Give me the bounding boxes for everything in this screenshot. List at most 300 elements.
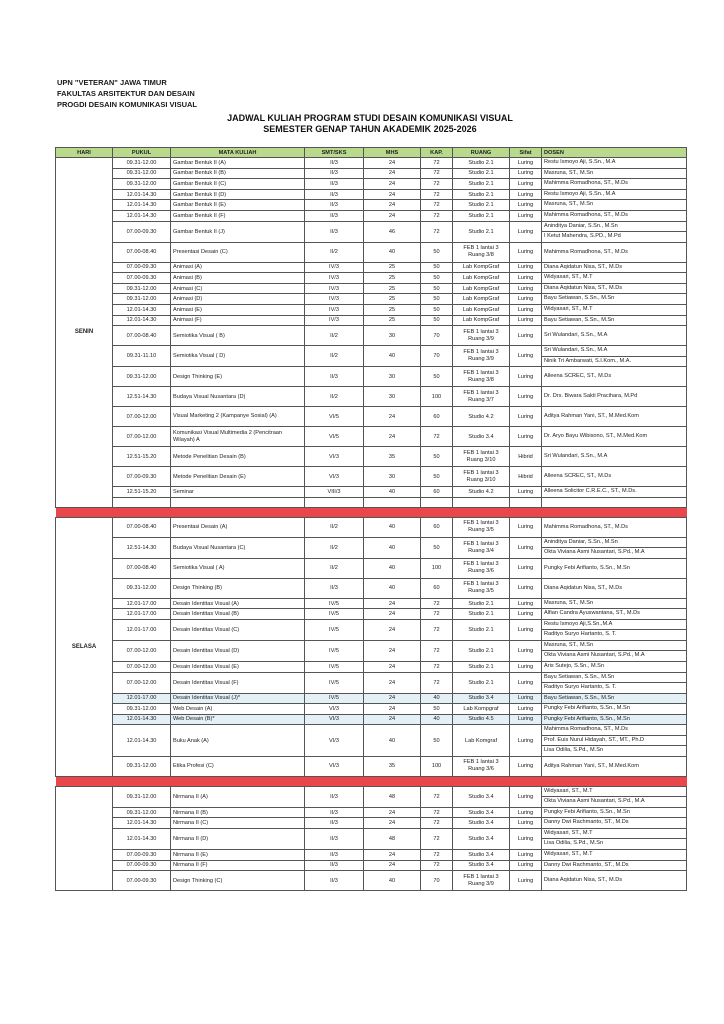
- time-cell: 12.01-14.30: [113, 304, 171, 315]
- time-cell: 12.51-15.20: [113, 447, 171, 467]
- lecturer-cell: [542, 487, 687, 498]
- table-row: [56, 387, 687, 407]
- students-cell: 24: [364, 640, 421, 661]
- capacity-cell: 72: [421, 828, 453, 849]
- time-cell: 07.00-09.30: [113, 467, 171, 487]
- lecturer-cell: [542, 242, 687, 262]
- lecturer-cell: [542, 828, 687, 849]
- lecturer-cell: [542, 294, 687, 305]
- lecturer-name: Alleena SCREC, ST., M.Ds: [544, 473, 612, 480]
- lecturer-name: Pungky Febi Arifianto, S.Sn., M.Sn: [544, 715, 630, 722]
- semester-credits-cell: II/3: [305, 221, 364, 242]
- course-cell: Presentasi Desain (A): [171, 517, 305, 537]
- capacity-cell: 70: [421, 346, 453, 367]
- mode-cell: Luring: [510, 598, 542, 609]
- table-row: [56, 179, 687, 190]
- room-cell: Studio 2.1: [453, 672, 510, 693]
- capacity-cell: 50: [421, 537, 453, 558]
- capacity-cell: 50: [421, 262, 453, 273]
- semester-credits-cell: II/2: [305, 326, 364, 346]
- lecturer-name: Aditya Rahman Yani, ST., M.Med.Kom: [544, 762, 639, 769]
- room-cell: Lab Kompgraf: [453, 704, 510, 715]
- mode-cell: Luring: [510, 756, 542, 776]
- room-cell: Studio 2.1: [453, 661, 510, 672]
- time-cell: 09.31-12.00: [113, 179, 171, 190]
- lecturer-cell: [542, 640, 687, 661]
- lecturer-cell: [542, 168, 687, 179]
- students-cell: 48: [364, 786, 421, 807]
- course-cell: Visual Marketing 2 (Kampanye Sosial) (A): [171, 407, 305, 427]
- col-kap: KAP.: [421, 148, 453, 158]
- mode-cell: Luring: [510, 578, 542, 598]
- room-cell: FEB 1 lantai 3 Ruang 3/9: [453, 346, 510, 367]
- program-name: PROGDI DESAIN KOMUNIKASI VISUAL: [57, 100, 198, 109]
- lecturer-name: Danny Dwi Rachmanto, ST., M.Ds: [544, 819, 629, 826]
- students-cell: 40: [364, 487, 421, 498]
- empty-cell: [421, 497, 453, 507]
- col-dosen: DOSEN: [542, 148, 687, 158]
- empty-cell: [364, 497, 421, 507]
- mode-cell: Luring: [510, 221, 542, 242]
- lecturer-name: Alfian Candra Ayuswantana, ST., M.Ds: [544, 610, 640, 617]
- institution-header: [57, 77, 197, 110]
- lecturer-cell: [542, 849, 687, 860]
- semester-credits-cell: VIII/3: [305, 487, 364, 498]
- lecturer-name: Alleena Solicitor C.R.E.C., ST., M.Ds.: [544, 488, 637, 495]
- mode-cell: Luring: [510, 200, 542, 211]
- course-cell: Seminar: [171, 487, 305, 498]
- lecturer-cell: [542, 807, 687, 818]
- time-cell: 09.31-12.00: [113, 283, 171, 294]
- students-cell: 40: [364, 346, 421, 367]
- time-cell: 12.01-14.30: [113, 725, 171, 757]
- students-cell: 40: [364, 517, 421, 537]
- table-row: [56, 558, 687, 578]
- table-row: [56, 807, 687, 818]
- lecturer-cell: [542, 210, 687, 221]
- document-title: JADWAL KULIAH PROGRAM STUDI DESAIN KOMUNIKASI VISUAL: [227, 113, 513, 123]
- lecturer-cell: [542, 273, 687, 284]
- students-cell: 24: [364, 661, 421, 672]
- lecturer-name: Restu Ismoyo Aji,S.Sn.,M.A: [544, 620, 613, 627]
- time-cell: 09.31-12.00: [113, 756, 171, 776]
- col-smt-sks: SMT/SKS: [305, 148, 364, 158]
- lecturer-cell: [542, 558, 687, 578]
- table-row: [56, 714, 687, 725]
- time-cell: 09.31-12.00: [113, 807, 171, 818]
- lecturer-cell: [542, 818, 687, 829]
- room-cell: Studio 3.4: [453, 807, 510, 818]
- time-cell: 12.01-14.30: [113, 210, 171, 221]
- semester-credits-cell: II/2: [305, 387, 364, 407]
- lecturer-cell: [542, 756, 687, 776]
- room-cell: Studio 2.1: [453, 221, 510, 242]
- table-row: [56, 704, 687, 715]
- course-cell: Semiotika Visual ( A): [171, 558, 305, 578]
- semester-credits-cell: II/3: [305, 818, 364, 829]
- capacity-cell: 70: [421, 871, 453, 891]
- students-cell: 24: [364, 598, 421, 609]
- time-cell: 07.00-12.00: [113, 427, 171, 447]
- course-cell: Nirmana II (E): [171, 849, 305, 860]
- course-cell: Nirmana II (C): [171, 818, 305, 829]
- semester-credits-cell: II/3: [305, 828, 364, 849]
- mode-cell: Luring: [510, 189, 542, 200]
- lecturer-cell: [542, 714, 687, 725]
- course-cell: Buku Anak (A): [171, 725, 305, 757]
- semester-credits-cell: IV/3: [305, 304, 364, 315]
- course-cell: Desain Identitas Visual (D): [171, 640, 305, 661]
- capacity-cell: 72: [421, 619, 453, 640]
- semester-credits-cell: VI/3: [305, 447, 364, 467]
- students-cell: 25: [364, 304, 421, 315]
- mode-cell: Luring: [510, 487, 542, 498]
- col-pukul: PUKUL: [113, 148, 171, 158]
- mode-cell: Luring: [510, 158, 542, 169]
- capacity-cell: 72: [421, 179, 453, 190]
- schedule-body: [56, 158, 687, 891]
- lecturer-name: Lisa Odilia, S.Pd., M.Sn: [542, 745, 686, 756]
- capacity-cell: 50: [421, 304, 453, 315]
- schedule-table: [55, 147, 687, 891]
- mode-cell: Luring: [510, 619, 542, 640]
- lecturer-cell: [542, 619, 687, 640]
- room-cell: Studio 2.1: [453, 640, 510, 661]
- table-row: [56, 407, 687, 427]
- students-cell: 40: [364, 242, 421, 262]
- lecturer-name: Aninditya Daniar, S.Sn., M.Sn: [544, 222, 618, 229]
- table-row: [56, 609, 687, 620]
- mode-cell: Luring: [510, 558, 542, 578]
- lecturer-name: Widyasari, ST., M.T: [544, 787, 593, 794]
- table-row: [56, 200, 687, 211]
- lecturer-name: Widyasari, ST., M.T: [544, 851, 593, 858]
- table-row: [56, 221, 687, 242]
- semester-credits-cell: II/3: [305, 871, 364, 891]
- room-cell: FEB 1 lantai 3 Ruang 3/10: [453, 467, 510, 487]
- course-cell: Animasi (C): [171, 283, 305, 294]
- mode-cell: Luring: [510, 346, 542, 367]
- university-name: UPN "VETERAN" JAWA TIMUR: [57, 78, 167, 87]
- lecturer-name: Bayu Setiawan, S.Sn., M.Sn: [544, 694, 615, 701]
- room-cell: Studio 3.4: [453, 860, 510, 871]
- capacity-cell: 72: [421, 609, 453, 620]
- lecturer-name: Pungky Febi Arifianto, S.Sn., M.Sn: [544, 705, 630, 712]
- lecturer-name: Diana Aqidatun Nisa, ST., M.Ds: [544, 877, 623, 884]
- students-cell: 24: [364, 210, 421, 221]
- table-row: [56, 189, 687, 200]
- table-row: [56, 828, 687, 849]
- semester-credits-cell: II/3: [305, 786, 364, 807]
- capacity-cell: 50: [421, 273, 453, 284]
- mode-cell: Luring: [510, 304, 542, 315]
- lecturer-name: Widyasari, ST., M.T: [544, 829, 593, 836]
- students-cell: 46: [364, 221, 421, 242]
- room-cell: Studio 3.4: [453, 828, 510, 849]
- course-cell: Nirmana II (B): [171, 807, 305, 818]
- semester-credits-cell: IV/3: [305, 262, 364, 273]
- table-row: [56, 661, 687, 672]
- students-cell: 25: [364, 315, 421, 326]
- course-cell: Animasi (B): [171, 273, 305, 284]
- lecturer-name: Restu Ismoyo Aji, S.Sn., M.A: [544, 159, 616, 166]
- mode-cell: Luring: [510, 849, 542, 860]
- semester-credits-cell: II/3: [305, 168, 364, 179]
- time-cell: 09.31-11.10: [113, 346, 171, 367]
- students-cell: 40: [364, 871, 421, 891]
- course-cell: Gambar Bentuk II (F): [171, 210, 305, 221]
- semester-credits-cell: IV/3: [305, 273, 364, 284]
- time-cell: 12.01-14.30: [113, 828, 171, 849]
- table-row: [56, 315, 687, 326]
- students-cell: 30: [364, 326, 421, 346]
- mode-cell: Luring: [510, 283, 542, 294]
- lecturer-name: Pungky Febi Arifianto, S.Sn., M.Sn: [544, 564, 630, 571]
- course-cell: Gambar Bentuk II (E): [171, 200, 305, 211]
- course-cell: Web Desain (B)*: [171, 714, 305, 725]
- mode-cell: Hibrid: [510, 447, 542, 467]
- lecturer-cell: [542, 262, 687, 273]
- mode-cell: Luring: [510, 672, 542, 693]
- capacity-cell: 72: [421, 210, 453, 221]
- lecturer-cell: [542, 578, 687, 598]
- lecturer-cell: [542, 860, 687, 871]
- lecturer-cell: [542, 661, 687, 672]
- course-cell: Desain Identitas Visual (J)*: [171, 693, 305, 704]
- room-cell: Lab KompGraf: [453, 283, 510, 294]
- lecturer-cell: [542, 346, 687, 367]
- students-cell: 24: [364, 189, 421, 200]
- empty-cell: [453, 497, 510, 507]
- semester-credits-cell: IV/3: [305, 294, 364, 305]
- mode-cell: Luring: [510, 704, 542, 715]
- time-cell: 07.00-08.40: [113, 326, 171, 346]
- students-cell: 24: [364, 609, 421, 620]
- time-cell: 07.00-12.00: [113, 407, 171, 427]
- lecturer-name: Diana Aqidatun Nisa, ST., M.Ds: [544, 584, 623, 591]
- mode-cell: Luring: [510, 387, 542, 407]
- table-row: [56, 294, 687, 305]
- room-cell: Studio 2.1: [453, 189, 510, 200]
- table-header-row: [56, 148, 687, 158]
- table-row: [56, 578, 687, 598]
- students-cell: 35: [364, 447, 421, 467]
- room-cell: FEB 1 lantai 3 Ruang 3/5: [453, 578, 510, 598]
- empty-cell: [305, 497, 364, 507]
- course-cell: Gambar Bentuk II (J): [171, 221, 305, 242]
- time-cell: 07.00-08.40: [113, 517, 171, 537]
- room-cell: Studio 4.5: [453, 714, 510, 725]
- mode-cell: Luring: [510, 294, 542, 305]
- mode-cell: Luring: [510, 818, 542, 829]
- mode-cell: Luring: [510, 517, 542, 537]
- room-cell: FEB 1 lantai 3 Ruang 3/9: [453, 326, 510, 346]
- lecturer-name: Okta Viviana Asmi Nusantari, S.Pd., M.A: [542, 796, 686, 807]
- course-cell: Metode Penelitian Desain (E): [171, 467, 305, 487]
- mode-cell: Luring: [510, 860, 542, 871]
- table-row: [56, 346, 687, 367]
- room-cell: Lab KompGraf: [453, 273, 510, 284]
- table-row: [56, 818, 687, 829]
- lecturer-cell: [542, 537, 687, 558]
- mode-cell: Luring: [510, 693, 542, 704]
- course-cell: Design Thinking (E): [171, 367, 305, 387]
- course-cell: Budaya Visual Nusantara (C): [171, 537, 305, 558]
- mode-cell: Luring: [510, 807, 542, 818]
- mode-cell: Luring: [510, 326, 542, 346]
- students-cell: 25: [364, 273, 421, 284]
- table-row: [56, 168, 687, 179]
- day-cell: SENIN: [56, 158, 113, 508]
- mode-cell: Hibrid: [510, 467, 542, 487]
- capacity-cell: 50: [421, 315, 453, 326]
- time-cell: 07.00-12.00: [113, 640, 171, 661]
- lecturer-cell: [542, 693, 687, 704]
- lecturer-name: Sri Wulandari, S.Sn., M.A: [544, 453, 608, 460]
- students-cell: 24: [364, 619, 421, 640]
- mode-cell: Luring: [510, 725, 542, 757]
- col-mhs: MHS: [364, 148, 421, 158]
- students-cell: 24: [364, 818, 421, 829]
- room-cell: Studio 2.1: [453, 179, 510, 190]
- students-cell: 24: [364, 704, 421, 715]
- room-cell: FEB 1 lantai 3 Ruang 3/8: [453, 367, 510, 387]
- course-cell: Desain Identitas Visual (A): [171, 598, 305, 609]
- course-cell: Gambar Bentuk II (C): [171, 179, 305, 190]
- table-row: [56, 427, 687, 447]
- capacity-cell: 50: [421, 242, 453, 262]
- document-subtitle: SEMESTER GENAP TAHUN AKADEMIK 2025-2026: [263, 124, 477, 134]
- semester-credits-cell: II/3: [305, 367, 364, 387]
- time-cell: 09.31-12.00: [113, 168, 171, 179]
- semester-credits-cell: VI/3: [305, 725, 364, 757]
- course-cell: Gambar Bentuk II (A): [171, 158, 305, 169]
- table-row: [56, 756, 687, 776]
- room-cell: Studio 3.4: [453, 693, 510, 704]
- lecturer-cell: [542, 609, 687, 620]
- lecturer-name: Sri Wulandari, S.Sn., M.A: [544, 347, 608, 354]
- table-row: [56, 849, 687, 860]
- mode-cell: Luring: [510, 315, 542, 326]
- lecturer-cell: [542, 467, 687, 487]
- blank-row: [56, 497, 687, 507]
- semester-credits-cell: IV/5: [305, 598, 364, 609]
- col-ruang: RUANG: [453, 148, 510, 158]
- course-cell: Animasi (F): [171, 315, 305, 326]
- semester-credits-cell: II/3: [305, 849, 364, 860]
- room-cell: Studio 2.1: [453, 609, 510, 620]
- time-cell: 09.31-12.00: [113, 367, 171, 387]
- lecturer-cell: [542, 672, 687, 693]
- room-cell: Lab Komgraf: [453, 725, 510, 757]
- mode-cell: Luring: [510, 537, 542, 558]
- time-cell: 12.01-17.00: [113, 609, 171, 620]
- lecturer-name: Bayu Setiawan, S.Sn., M.Sn: [544, 295, 615, 302]
- mode-cell: Luring: [510, 640, 542, 661]
- semester-credits-cell: II/2: [305, 558, 364, 578]
- students-cell: 24: [364, 407, 421, 427]
- mode-cell: Luring: [510, 661, 542, 672]
- time-cell: 07.00-09.30: [113, 849, 171, 860]
- capacity-cell: 50: [421, 283, 453, 294]
- capacity-cell: 72: [421, 598, 453, 609]
- capacity-cell: 72: [421, 189, 453, 200]
- time-cell: 12.51-14.30: [113, 387, 171, 407]
- lecturer-name: Widyasari, ST., M.T: [544, 274, 593, 281]
- lecturer-cell: [542, 387, 687, 407]
- lecturer-cell: [542, 283, 687, 294]
- course-cell: Metode Penelitian Desain (B): [171, 447, 305, 467]
- capacity-cell: 72: [421, 200, 453, 211]
- room-cell: Studio 2.1: [453, 210, 510, 221]
- time-cell: 09.31-12.00: [113, 158, 171, 169]
- course-cell: Nirmana II (A): [171, 786, 305, 807]
- lecturer-name: Widyasari, ST., M.T: [544, 305, 593, 312]
- room-cell: FEB 1 lantai 3 Ruang 3/6: [453, 756, 510, 776]
- table-row: [56, 672, 687, 693]
- lecturer-name: Diana Aqidatun Nisa, ST., M.Ds: [544, 284, 623, 291]
- capacity-cell: 100: [421, 387, 453, 407]
- capacity-cell: 50: [421, 447, 453, 467]
- capacity-cell: 70: [421, 326, 453, 346]
- lecturer-cell: [542, 427, 687, 447]
- capacity-cell: 50: [421, 467, 453, 487]
- semester-credits-cell: II/3: [305, 200, 364, 211]
- time-cell: 07.00-09.30: [113, 262, 171, 273]
- mode-cell: Luring: [510, 168, 542, 179]
- course-cell: Animasi (E): [171, 304, 305, 315]
- day-separator: [56, 776, 687, 786]
- lecturer-name: Bayu Setiawan, S.Sn., M.Sn: [544, 316, 615, 323]
- empty-cell: [542, 497, 687, 507]
- mode-cell: Luring: [510, 427, 542, 447]
- course-cell: Etika Profesi (C): [171, 756, 305, 776]
- table-row: [56, 598, 687, 609]
- lecturer-name: Restu Ismoyo Aji, S.Sn., M.A: [544, 190, 616, 197]
- lecturer-name: Mahimma Romadhona, ST., M.Ds: [544, 248, 628, 255]
- time-cell: 09.31-12.00: [113, 294, 171, 305]
- students-cell: 30: [364, 467, 421, 487]
- semester-credits-cell: IV/5: [305, 672, 364, 693]
- mode-cell: Luring: [510, 828, 542, 849]
- mode-cell: Luring: [510, 786, 542, 807]
- course-cell: Komunikasi Visual Multimedia 2 (Pencitraan Wilayah) A: [171, 427, 305, 447]
- mode-cell: Luring: [510, 714, 542, 725]
- room-cell: FEB 1 lantai 3 Ruang 3/10: [453, 447, 510, 467]
- room-cell: Studio 2.1: [453, 598, 510, 609]
- time-cell: 12.01-14.30: [113, 714, 171, 725]
- time-cell: 07.00-08.40: [113, 558, 171, 578]
- mode-cell: Luring: [510, 242, 542, 262]
- separator-bar: [56, 776, 687, 786]
- time-cell: 12.01-14.30: [113, 200, 171, 211]
- table-row: [56, 273, 687, 284]
- room-cell: Studio 3.4: [453, 818, 510, 829]
- time-cell: 09.31-12.00: [113, 786, 171, 807]
- table-row: [56, 367, 687, 387]
- capacity-cell: 60: [421, 517, 453, 537]
- course-cell: Web Desain (A): [171, 704, 305, 715]
- semester-credits-cell: IV/5: [305, 661, 364, 672]
- students-cell: 40: [364, 537, 421, 558]
- capacity-cell: 100: [421, 756, 453, 776]
- semester-credits-cell: II/3: [305, 189, 364, 200]
- students-cell: 25: [364, 262, 421, 273]
- lecturer-cell: [542, 221, 687, 242]
- mode-cell: Luring: [510, 262, 542, 273]
- mode-cell: Luring: [510, 871, 542, 891]
- capacity-cell: 72: [421, 860, 453, 871]
